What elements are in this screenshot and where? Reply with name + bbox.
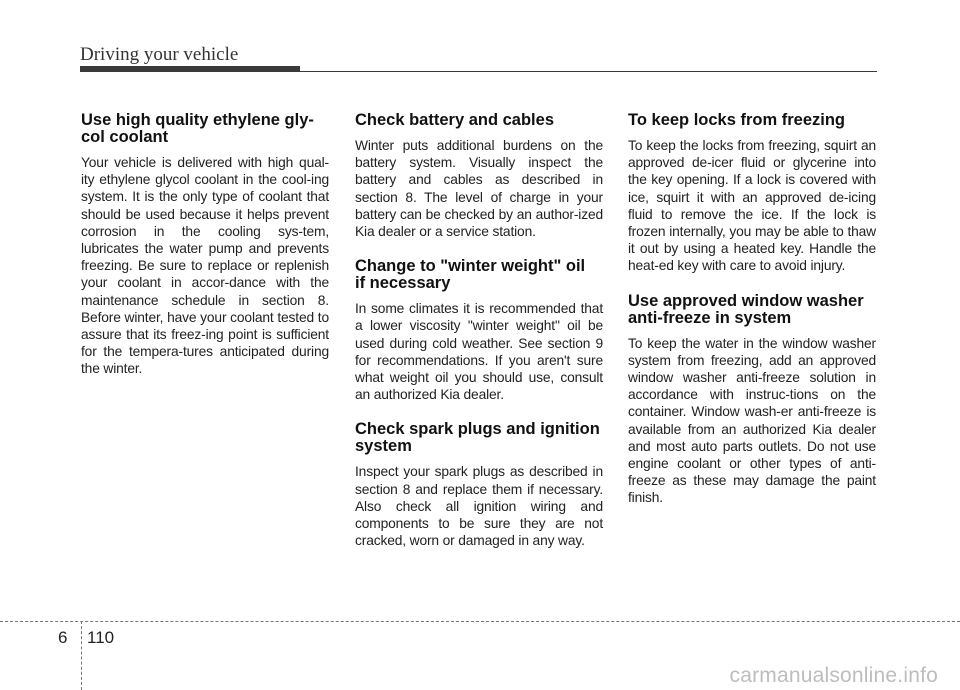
section-battery: [355, 112, 603, 240]
footer-rule: [0, 621, 960, 622]
section-heading: Change to "winter weight" oil if necessary: [355, 257, 586, 293]
footer-divider: [81, 621, 82, 690]
header-rule: [80, 71, 877, 72]
section-heading: Check battery and cables: [355, 111, 554, 129]
section-body: Your vehicle is delivered with high qual-ity ethylene glycol coolant in the cool-ing system. It is the only type of coolant that should be used because it helps prevent corrosion in the cooling sys-tem, lubricates the water pump and prevents freezing. Be sure to replace or replenish your coolant in accor-dance with the maintenance schedule in section 8. Before winter, have your coolant tested to assure that its freez-ing point is sufficient for the tempera-tures anticipated during the winter.: [81, 155, 329, 377]
column-1: [81, 112, 329, 396]
section-body: Winter puts additional burdens on the battery system. Visually inspect the battery and cables as described in section 8. The level of charge in your battery can be checked by an author-ized Kia dealer or a service station.: [355, 138, 603, 240]
column-3: [628, 112, 876, 525]
column-2: [355, 112, 603, 567]
section-body: To keep the water in the window washer system from freezing, add an approved window washer anti-freeze solution in accordance with instruc-tions on the container. Window wash-er anti-freeze is available from an authorized Kia dealer and most auto parts outlets. Do not use engine coolant or other types of anti-freeze as these may damage the paint finish.: [628, 335, 876, 506]
page-header-title: Driving your vehicle: [80, 44, 239, 65]
section-washer: [628, 293, 876, 507]
section-heading: Use high quality ethylene gly- col coolant: [81, 111, 314, 146]
page-number: 110: [87, 628, 115, 647]
section-spark-plugs: [355, 421, 603, 549]
section-heading: To keep locks from freezing: [628, 111, 845, 129]
section-body: In some climates it is recommended that a lower viscosity "winter weight" oil be used during cold weather. See section 9 for recommendations. If you aren't sure what weight oil you should use, consult an authorized Kia dealer.: [355, 301, 603, 403]
section-body: Inspect your spark plugs as described in section 8 and replace them if necessary. Also check all ignition wiring and components to be sure they are not cracked, worn or damaged in any way.: [355, 464, 603, 549]
section-locks: [628, 112, 876, 275]
section-winter-oil: [355, 258, 603, 403]
section-body: To keep the locks from freezing, squirt an approved de-icer fluid or glycerine into the key opening. If a lock is covered with ice, squirt it with an approved de-icing fluid to remove the ice. If the lock is frozen internally, you may be able to thaw it out by using a heated key. Handle the heat-ed key with care to avoid injury.: [628, 138, 876, 274]
watermark: carmanualsonline.info: [729, 664, 938, 687]
section-coolant: [81, 112, 329, 378]
chapter-number: 6: [58, 628, 68, 647]
section-heading: Use approved window washer anti-freeze in system: [628, 291, 864, 327]
section-heading: Check spark plugs and ignition system: [355, 420, 600, 456]
